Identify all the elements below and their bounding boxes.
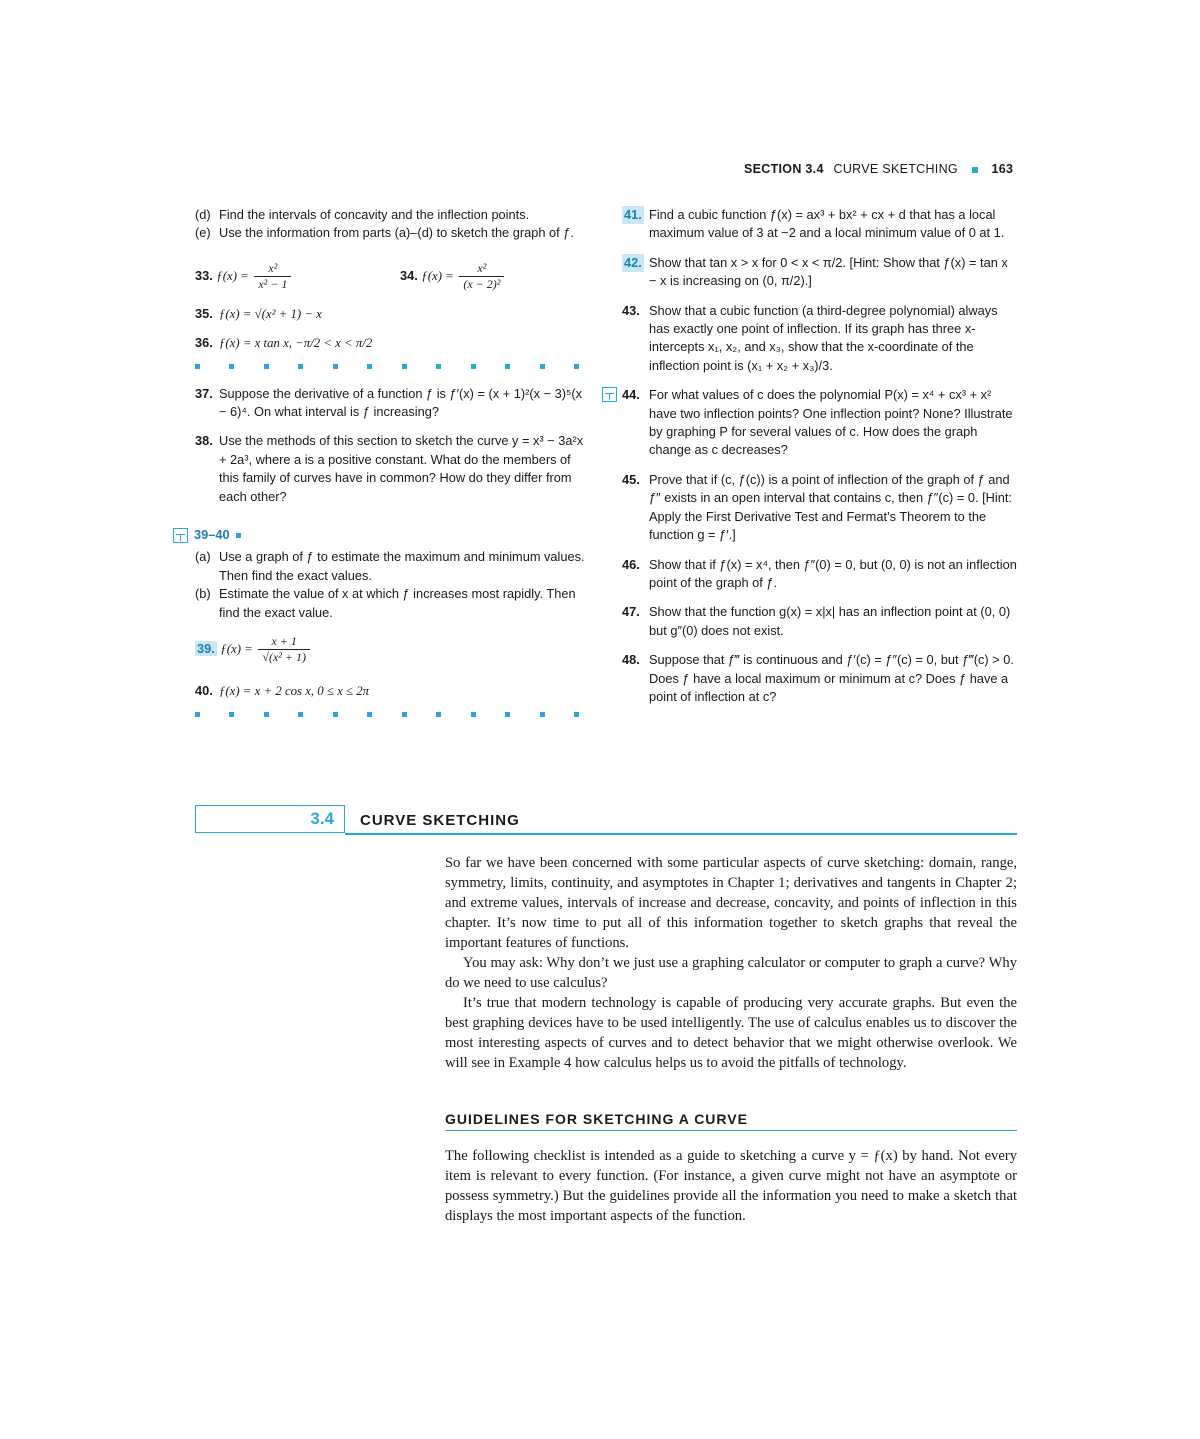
exercise-39-fraction: $\frac{x + 1}{\text{√(x² + 1)}}$ — [258, 634, 310, 665]
exercise-47: 47. Show that the function g(x) = x|x| has an inflection point at (0, 0) but g″(0) does not exist. — [622, 604, 1011, 638]
exercise-34-label: 34. — [400, 267, 418, 283]
exercise-46: 46. Show that if ƒ(x) = x⁴, then ƒ″(0) = 0, but (0, 0) is not an inflection point of the graph of ƒ. — [622, 556, 1017, 590]
left-exercise-column — [195, 206, 585, 733]
section-rule — [345, 833, 1017, 835]
section-number-box — [195, 805, 345, 833]
section-heading — [195, 805, 1017, 835]
exercise-33-34: 33. ƒ(x) = $\frac{\text{x²}}{\text{x² − 1}}$ 34. ƒ(x) = $\frac{\text{x²}}{\text{(x − 2)²}}$ — [195, 257, 585, 297]
exercise-37: 37. Suppose the derivative of a function ƒ is ƒ′(x) = (x + 1)²(x − 3)⁵(x − 6)⁴. On what interval is ƒ increasing? — [195, 385, 582, 420]
paragraph-4: The following checklist is intended as a guide to sketching a curve y = ƒ(x) by hand. Not every item is relevant to every function. (For instance, a given curve might not have an asymptote or possess symmetry.) But the guidelines provide all the information you need to make a sketch that displays the most important aspects of the function. — [445, 1148, 1017, 1224]
exercise-33-fraction: $\frac{\text{x²}}{\text{x² − 1}}$ — [254, 261, 291, 292]
exercise-group-39-40: 39–40 — [173, 526, 585, 544]
divider-dots-bottom — [195, 712, 579, 717]
guidelines-heading: GUIDELINES FOR SKETCHING A CURVE — [445, 1111, 1017, 1131]
header-bullet — [972, 167, 978, 173]
exercise-44: 44. For what values of c does the polynomial P(x) = x⁴ + cx³ + x² have two inflection points? One inflection point? None? Illustrate by graphing P for several values of c. How does the graph change as c decreases? — [622, 386, 1017, 460]
divider-dots — [195, 364, 579, 369]
exercise-39-label: 39. — [197, 640, 215, 656]
exercise-43: 43. Show that a cubic function (a third-degree polynomial) always has exactly one point of inflection. If its graph has three x-intercepts x₁, x₂, and x₃, show that the x-coordinate of the inflection point is (x₁ + x₂ + x₃)/3. — [622, 302, 998, 373]
section-intro — [445, 853, 1017, 1073]
exercise-36: 36. ƒ(x) = x tan x, −π/2 < x < π/2 — [195, 335, 373, 351]
graphing-calculator-icon — [602, 387, 617, 402]
page-number: 163 — [991, 162, 1014, 176]
exercise-42: 42. Show that tan x > x for 0 < x < π/2. [Hint: Show that ƒ(x) = tan x − x is increasing on (0, π/2).] — [624, 254, 1008, 289]
part-a: (a) Use a graph of ƒ to estimate the maximum and minimum values. Then find the exact values. — [195, 549, 585, 583]
header-title: CURVE SKETCHING — [833, 162, 958, 176]
running-header — [744, 162, 1013, 176]
guidelines-intro — [445, 1146, 1017, 1226]
header-section: SECTION 3.4 — [744, 162, 824, 176]
exercise-33-label: 33. — [195, 267, 213, 283]
exercise-40: 40. ƒ(x) = x + 2 cos x, 0 ≤ x ≤ 2π — [195, 683, 370, 699]
paragraph-2: You may ask: Why don’t we just use a graphing calculator or computer to graph a curve? Why do we need to use calculus? — [445, 955, 1017, 991]
exercise-38: 38. Use the methods of this section to sketch the curve y = x³ − 3a²x + 2a³, where a is a positive constant. What do the members of this family of curves have in common? How do they differ from each other? — [195, 433, 584, 504]
right-exercise-column — [622, 206, 1017, 717]
part-b: (b) Estimate the value of x at which ƒ increases most rapidly. Then find the exact value. — [195, 586, 576, 620]
graphing-calculator-icon — [173, 528, 188, 543]
exercise-45: 45. Prove that if (c, ƒ(c)) is a point of inflection of the graph of ƒ and ƒ″ exists in an open interval that contains c, then ƒ″(c) = 0. [Hint: Apply the First Derivative Test and Fermat’s Theorem to the function g = ƒ′.] — [622, 471, 1012, 543]
section-number: 3.4 — [310, 809, 334, 828]
exercise-39: 39. ƒ(x) = $\frac{x + 1}{\text{√(x² + 1)}}$ — [195, 634, 585, 674]
exercise-35: 35. ƒ(x) = √(x² + 1) − x — [195, 305, 322, 321]
paragraph-1: So far we have been concerned with some particular aspects of curve sketching: domain, range, symmetry, limits, continuity, and asymptotes in Chapter 1; derivatives and tangents in Chapter 2; and extreme values, intervals of increase and decrease, concavity, and points of inflection in this chapter. It’s now time to put all of this information together to sketch graphs that reveal the important features of functions. — [445, 855, 1017, 951]
section-title: CURVE SKETCHING — [360, 812, 520, 829]
part-e: (e) Use the information from parts (a)–(d) to sketch the graph of ƒ. — [195, 225, 574, 241]
exercise-34-fraction: $\frac{\text{x²}}{\text{(x − 2)²}}$ — [459, 261, 504, 292]
paragraph-3: It’s true that modern technology is capable of producing very accurate graphs. But even the best graphing devices have to be used intelligently. The use of calculus enables us to discover the most interesting aspects of curves and to detect behavior that we might otherwise overlook. We will see in Example 4 how calculus helps us to avoid the pitfalls of technology. — [445, 995, 1017, 1071]
part-d: (d) Find the intervals of concavity and the inflection points. — [195, 207, 530, 222]
exercise-41: 41. Find a cubic function ƒ(x) = ax³ + bx² + cx + d that has a local maximum value of 3 at −2 and a local minimum value of 0 at 1. — [624, 207, 1005, 241]
exercise-48: 48. Suppose that ƒ‴ is continuous and ƒ′(c) = ƒ″(c) = 0, but ƒ‴(c) > 0. Does ƒ have a local maximum or minimum at c? Does ƒ have a point of inflection at c? — [622, 652, 1014, 704]
